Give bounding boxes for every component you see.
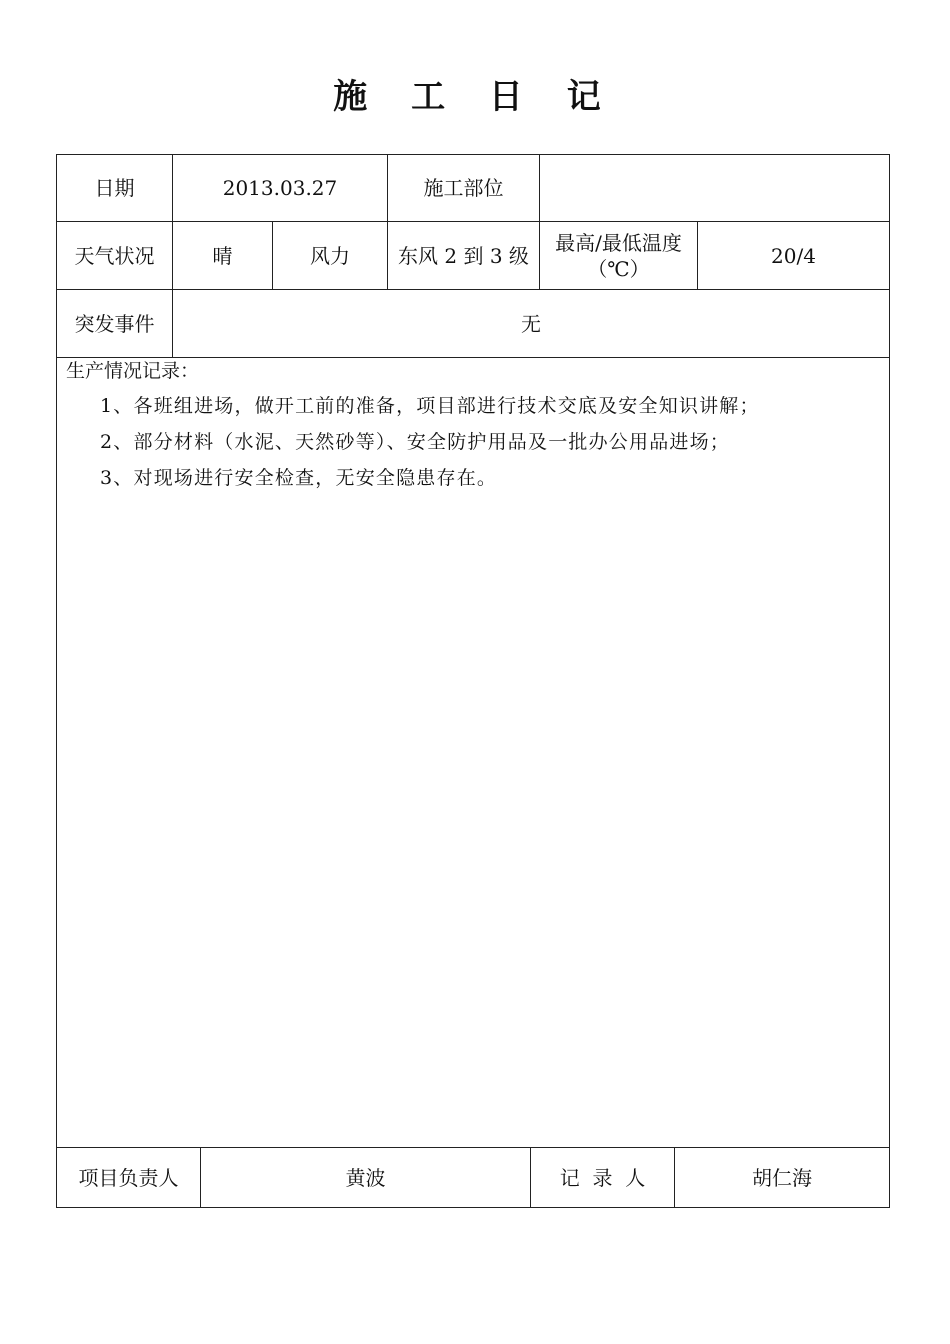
temperature-label xyxy=(540,222,697,289)
incident-value: 无 xyxy=(521,311,541,336)
incident-label: 突发事件 xyxy=(74,311,155,336)
production-item: 1、各班组进场，做开工前的准备，项目部进行技术交底及安全知识讲解； xyxy=(100,395,760,417)
temperature-value: 20/4 xyxy=(771,243,816,268)
production-record-title: 生产情况记录： xyxy=(66,360,200,382)
production-item: 3、对现场进行安全检查，无安全隐患存在。 xyxy=(100,467,498,489)
date-value: 2013.03.27 xyxy=(222,176,338,200)
location-value xyxy=(540,155,889,221)
temperature-label-line1: 最高/最低温度 xyxy=(555,230,682,255)
temperature-label-line2: （℃） xyxy=(587,256,650,281)
page-title: 施 工 日 记 xyxy=(333,77,617,117)
location-label: 施工部位 xyxy=(423,176,504,200)
recorder-value: 胡仁海 xyxy=(752,1165,812,1190)
date-label: 日期 xyxy=(94,176,135,200)
recorder-label: 记 录 人 xyxy=(559,1165,646,1190)
manager-label: 项目负责人 xyxy=(78,1165,179,1190)
manager-value: 黄波 xyxy=(345,1165,386,1190)
production-item: 2、部分材料（水泥、天然砂等）、安全防护用品及一批办公用品进场； xyxy=(100,431,730,453)
weather-value: 晴 xyxy=(212,243,233,268)
wind-label: 风力 xyxy=(310,243,350,268)
weather-label: 天气状况 xyxy=(74,243,155,268)
wind-value: 东风 2 到 3 级 xyxy=(398,243,529,268)
